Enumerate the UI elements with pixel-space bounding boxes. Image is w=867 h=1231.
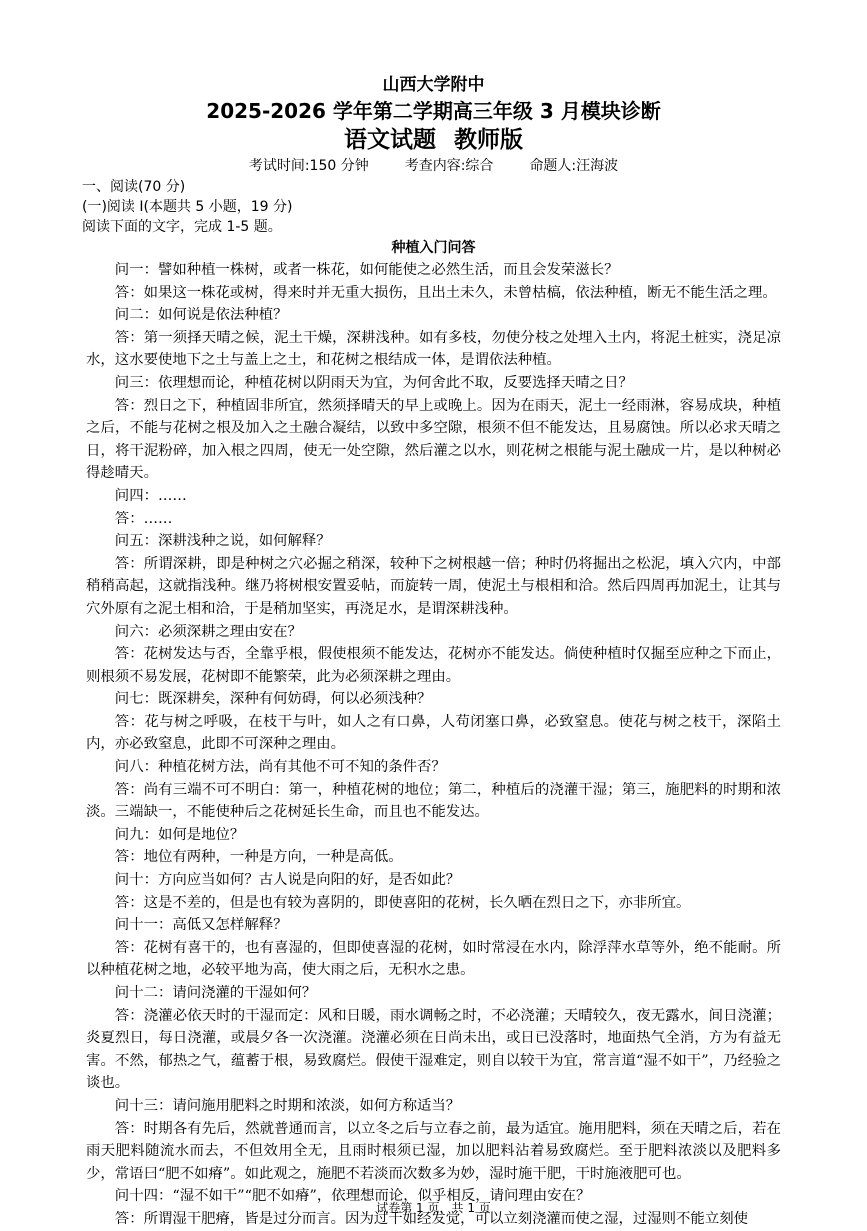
exam-header xyxy=(86,72,781,177)
passage-paragraph: 答：花树发达与否，全靠乎根，假使根须不能发达，花树亦不能发达。倘使种植时仅掘至应种之下而止，则根须不易发展，花树即不能繁荣，此为必须深耕之理由。 xyxy=(86,646,781,685)
passage-paragraph: 答：花树有喜干的，也有喜湿的，但即使喜湿的花树，如时常浸在水内，除浮萍水草等外，绝不能耐。所以种植花树之地，必较平地为高，使大雨之后，无积水之患。 xyxy=(86,939,781,979)
passage-paragraph: 答：如果这一株花或树，得来时并无重大损伤，且出土未久，未曾枯槁，依法种植，断无不能生活之理。 xyxy=(114,284,777,301)
passage-paragraph: 问十：方向应当如何？古人说是向阳的好，是否如此？ xyxy=(114,872,461,889)
passage-paragraph: 答：时期各有先后，然就普通而言，以立冬之后与立春之前，最为适宜。施用肥料，须在天晴之后，若在雨天肥料随流水而去，不但效用全无，且雨时根须已湿，加以肥料沾着易致腐烂。至于肥料浓淡以及肥料多少，常语曰“肥不如瘠”。如此观之，施肥不若淡而次数多为妙，湿时施干肥，干时施液肥可也。 xyxy=(86,1120,781,1182)
subject-line xyxy=(86,125,781,155)
exam-info xyxy=(86,155,781,177)
subsection-heading: (一)阅读 I(本题共 5 小题，19 分) xyxy=(82,199,293,215)
passage-paragraph: 问八：种植花树方法，尚有其他不可不知的条件否？ xyxy=(114,759,446,776)
passage-paragraph: 问四：…… xyxy=(114,487,187,504)
passage-paragraph: 答：第一须择天晴之候，泥土干燥，深耕浅种。如有多枝，勿使分枝之处埋入土内，将泥土桩实，浇足凉水，这水要使地下之土与盖上之土，和花树之根结成一体，是谓依法种植。 xyxy=(86,329,781,369)
page-footer: 试卷第 1 页，共 1 页 xyxy=(376,1201,491,1215)
instruction-text: 阅读下面的文字，完成 1-5 题。 xyxy=(82,219,282,235)
passage-paragraph: 问十二：请问浇灌的干湿如何？ xyxy=(114,985,317,1001)
section-heading: 一、阅读(70 分) xyxy=(82,179,186,195)
passage-paragraph: 问五：深耕浅种之说，如何解释？ xyxy=(114,533,331,550)
passage-paragraph: 问七：既深耕矣，深种有何妨碍，何以必须浅种？ xyxy=(114,691,432,708)
passage-paragraph: 答：尚有三端不可不明白：第一，种植花树的地位；第二，种植后的浇灌干湿；第三，施肥料的时期和浓淡。三端缺一，不能使种后之花树延长生命，而且也不能发达。 xyxy=(86,781,781,821)
passage-paragraph: 答：花与树之呼吸，在枝干与叶，如人之有口鼻，人苟闭塞口鼻，必致窒息。使花与树之枝干，深陷土内，亦必致窒息，此即不可深种之理由。 xyxy=(86,713,781,753)
exam-author: 命题人:汪海波 xyxy=(529,158,619,174)
passage-paragraph: 问三：依理想而论，种植花树以阴雨天为宜，为何舍此不取，反要选择天晴之日？ xyxy=(114,374,633,391)
passage-paragraph: 答：所谓深耕，即是种树之穴必掘之稍深，较种下之树根越一倍；种时仍将掘出之松泥，填入穴内，中部稍稍高起，这就指浅种。继乃将树根安置妥帖，而旋转一周，使泥土与根相和洽。然后四周再加泥土，让其与穴外原有之泥土相和洽，于是稍加坚实，再浇足水，是谓深耕浅种。 xyxy=(86,555,781,617)
passage-paragraph: 问六：必须深耕之理由安在？ xyxy=(114,623,302,640)
passage-paragraph: 问一：譬如种植一株树，或者一株花，如何能使之必然生活，而且会发荣滋长？ xyxy=(114,262,619,278)
passage-paragraph: 问十四：“湿不如干”“肥不如瘠”，依理想而论，似乎相反，请问理由安在？ xyxy=(114,1188,591,1205)
exam-content: 考查内容:综合 xyxy=(404,158,494,174)
passage-paragraph: 答：地位有两种，一种是方向，一种是高低。 xyxy=(114,849,403,866)
passage-title: 种植入门问答 xyxy=(391,240,476,256)
passage-paragraph: 问十三：请问施用肥料之时期和浓淡，如何方称适当？ xyxy=(114,1097,461,1114)
passage-paragraph: 问二：如何说是依法种植？ xyxy=(114,307,288,324)
exam-time: 考试时间:150 分钟 xyxy=(248,158,369,174)
passage-body xyxy=(86,259,781,1231)
school-name: 山西大学附中 xyxy=(382,75,485,95)
passage-paragraph: 答：浇灌必依天时的干湿而定：风和日暖，雨水调畅之时，不必浇灌；天晴较久，夜无露水，间日浇灌；炎夏烈日，每日浇灌，或晨夕各一次浇灌。浇灌必须在日尚未出，或日已没落时，地面热气全消，方为有益无害。不然，郁热之气，蕴蓄于根，易致腐烂。假使干湿难定，则自以较干为宜，常言道“湿不如干”，乃经验之谈也。 xyxy=(86,1007,781,1092)
passage-paragraph: 问十一：高低又怎样解释？ xyxy=(114,917,288,934)
passage-paragraph: 答：…… xyxy=(114,510,173,527)
passage-paragraph: 答：烈日之下，种植固非所宜，然须择晴天的早上或晚上。因为在雨天，泥土一经雨淋，容易成块，种植之后，不能与花树之根及加入之土融合凝结，以致中多空隙，根须不但不能发达，且易腐蚀。所以必求天晴之日，将干泥粉碎，加入根之四周，使无一处空隙，然后灌之以水，则花树之根能与泥土融成一片，是以种树必得趁晴天。 xyxy=(86,397,781,482)
passage-paragraph: 答：这是不差的，但是也有较为喜阴的，即使喜阳的花树，长久晒在烈日之下，亦非所宜。 xyxy=(114,894,691,911)
passage-paragraph: 问九：如何是地位？ xyxy=(114,826,245,843)
subject-title: 语文试题 xyxy=(344,127,436,153)
version-label: 教师版 xyxy=(454,127,523,153)
passage-paragraph: 答：所谓湿干肥瘠，皆是过分而言。因为过干如经发觉，可以立刻浇灌而使之湿，过湿则不能立刻使 xyxy=(114,1210,748,1227)
exam-title: 2025-2026 学年第二学期高三年级 3 月模块诊断 xyxy=(206,99,661,123)
